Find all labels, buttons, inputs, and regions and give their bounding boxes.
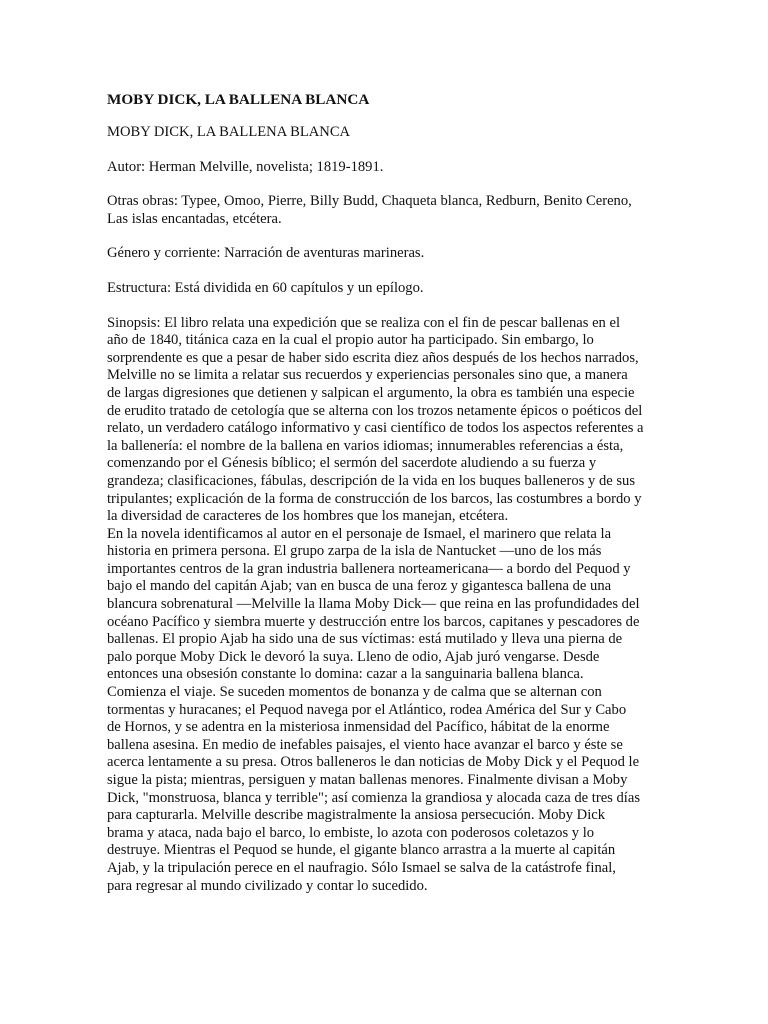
plot-paragraph: En la novela identificamos al autor en el personaje de Ismael, el marinero que relata la historia en primera persona. El grupo zarpa de la isla de Nantucket —uno de los más importantes centros de la gran industria ballenera norteamericana— a bordo del Pequod y bajo el mando del capitán Ajab; van en busca de una feroz y gigantesca ballena de una blancura sobrenatural —Melville la llama Moby Dick— que reina en las profundidades del océano Pacífico y siembra muerte y destrucción entre los barcos, capitanes y pescadores de ballenas. El propio Ajab ha sido una de sus víctimas: está mutilado y lleva una pierna de palo porque Moby Dick le devoró la suya. Lleno de odio, Ajab juró vengarse. Desde entonces una obsesión constante lo domina: cazar a la sanguinaria ballena blanca. Comienza el viaje. Se suceden momentos de bonanza y de calma que se alternan con tormentas y huracanes; el Pequod navega por el Atlántico, rodea América del Sur y Cabo de Hornos, y se adentra en la misteriosa inmensidad del Pacífico, hábitat de la enorme ballena asesina. En medio de inefables paisajes, el viento hace avanzar el barco y éste se acerca lentamente a su presa. Otros balleneros le dan noticias de Moby Dick y el Pequod le sigue la pista; mientras, persiguen y matan ballenas menores. Finalmente divisan a Moby Dick, "monstruosa, blanca y terrible"; así comienza la grandiosa y alocada caza de tres días para capturarla. Melville describe magistralmente la ansiosa persecución. Moby Dick brama y ataca, nada bajo el barco, lo embiste, lo azota con poderosos coletazos y lo destruye. Mientras el Pequod se hunde, el gigante blanco arrastra a la muerte al capitán Ajab, y la tripulación perece en el naufragio. Sólo Ismael se salva de la catástrofe final, para regresar al mundo civilizado y contar lo sucedido.	[107, 525, 641, 894]
structure-line: Estructura: Está dividida en 60 capítulos y un epílogo.	[107, 279, 424, 296]
document-page	[107, 91, 663, 895]
author-line: Autor: Herman Melville, novelista; 1819-1891.	[107, 158, 384, 175]
genre-line: Género y corriente: Narración de aventuras marineras.	[107, 245, 425, 262]
document-heading: MOBY DICK, LA BALLENA BLANCA	[107, 91, 370, 108]
synopsis-paragraph: Sinopsis: El libro relata una expedición que se realiza con el fin de pescar ballenas en el año de 1840, titánica caza en la cual el propio autor ha participado. Sin embargo, lo sorprendente es que a pesar de haber sido escrita diez años después de los hechos narrados, Melville no se limita a relatar sus recuerdos y experiencias personales sino que, a manera de largas digresiones que detienen y salpican el argumento, la obra es también una especie de erudito tratado de cetología que se alterna con los trozos netamente épicos o poéticos del relato, un verdadero catálogo informativo y casi científico de todos los aspectos referentes a la ballenería: el nombre de la ballena en varios idiomas; innumerables referencias a ésta, comenzando por el Génesis bíblico; el sermón del sacerdote aludiendo a su fuerza y grandeza; clasificaciones, fábulas, descripción de la vida en los buques balleneros y de sus tripulantes; explicación de la forma de construcción de los barcos, las costumbres a bordo y la diversidad de caracteres de los hombres que los manejan, etcétera.	[107, 314, 644, 525]
other-works-paragraph: Otras obras: Typee, Omoo, Pierre, Billy Budd, Chaqueta blanca, Redburn, Benito Cereno, Las islas encantadas, etcétera.	[107, 193, 632, 227]
document-subtitle: MOBY DICK, LA BALLENA BLANCA	[107, 124, 351, 140]
